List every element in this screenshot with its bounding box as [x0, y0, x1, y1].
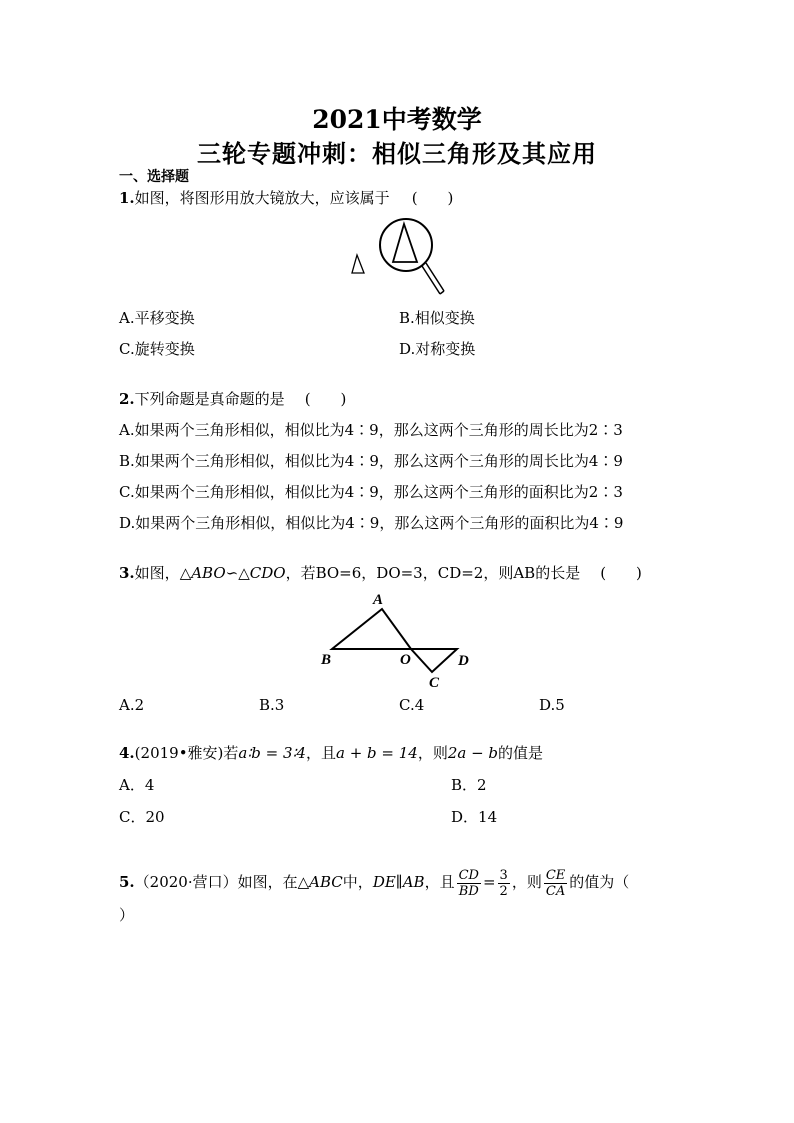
triangle-abo [332, 609, 411, 649]
q3-option-c: C.4 [399, 696, 425, 714]
q4-option-a: A．4 [119, 776, 155, 794]
q1-option-d: D.对称变换 [399, 340, 476, 358]
page-title: 2021中考数学 [312, 105, 482, 134]
fraction-cd-bd [457, 868, 481, 899]
answer-paren: ( ) [411, 189, 454, 207]
question-number: 5. [119, 873, 135, 891]
label-a: A [373, 592, 384, 608]
fraction-numerator: 3 [499, 867, 508, 883]
page-subtitle: 三轮专题冲刺：相似三角形及其应用 [197, 139, 597, 168]
ratio-expression: a∶b = 3∶4 [238, 744, 306, 762]
question-text: ，且 [305, 744, 336, 762]
fraction-denominator: CA [545, 883, 566, 899]
triangle-cdo [411, 649, 457, 672]
question-5 [119, 862, 629, 902]
similar-symbol: ∽ [225, 564, 239, 582]
triangle-cdo: △CDO [238, 564, 286, 582]
question-text: ，则 [417, 744, 448, 762]
label-d: D [458, 653, 469, 669]
q3-option-a: A.2 [119, 696, 145, 714]
fraction-denominator: 2 [499, 883, 508, 899]
label-b: B [321, 652, 332, 668]
answer-paren: ） [119, 906, 135, 924]
question-text: ，且 [424, 873, 455, 891]
question-number: 1. [119, 189, 135, 207]
triangle-abc: △ABC [297, 873, 343, 891]
q4-option-b: B．2 [451, 776, 487, 794]
fraction-numerator: CD [458, 867, 479, 883]
triangle-figure [318, 588, 478, 693]
q3-option-b: B.3 [259, 696, 285, 714]
question-text: 的值是 [498, 744, 544, 762]
fraction-ce-ca [544, 868, 567, 899]
answer-paren: ( ) [600, 564, 642, 582]
question-text: 中， [342, 873, 373, 891]
target-expression: 2a − b [447, 744, 499, 762]
equals-sign: = [482, 873, 496, 891]
magnifier-handle-end [440, 291, 444, 294]
parallel-condition: DE∥AB [372, 873, 425, 891]
fraction-numerator: CE [545, 867, 566, 883]
magnifier-figure [345, 210, 455, 305]
q1-option-b: B.相似变换 [399, 309, 475, 327]
q4-option-d: D．14 [451, 808, 498, 826]
q2-option-a: A.如果两个三角形相似，相似比为4∶9，那么这两个三角形的周长比为2∶3 [119, 421, 623, 439]
question-number: 3. [119, 564, 135, 582]
label-c: C [429, 675, 440, 691]
question-text: 若 [223, 744, 239, 762]
question-number: 4. [119, 744, 135, 762]
fraction-denominator: BD [458, 883, 479, 899]
question-1 [119, 187, 453, 208]
question-2 [119, 388, 346, 409]
label-o: O [400, 652, 411, 668]
magnified-triangle [393, 224, 417, 262]
question-text: 的值为（ [569, 873, 630, 891]
q2-option-d: D.如果两个三角形相似，相似比为4∶9，那么这两个三角形的面积比为4∶9 [119, 514, 624, 532]
magnifier-lens [380, 219, 432, 271]
section-heading: 一、选择题 [119, 169, 189, 185]
question-text: 如图，将图形用放大镜放大，应该属于 [134, 189, 390, 207]
q1-option-c: C.旋转变换 [119, 340, 195, 358]
answer-paren: ( ) [304, 390, 347, 408]
question-text: 如图， [134, 564, 180, 582]
question-4 [119, 742, 543, 763]
small-triangle [352, 255, 364, 273]
question-number: 2. [119, 390, 135, 408]
q4-option-c: C．20 [119, 808, 165, 826]
question-3 [119, 562, 642, 583]
fraction-3-2 [498, 868, 510, 899]
question-text: ，则 [511, 873, 542, 891]
q1-option-a: A.平移变换 [119, 309, 195, 327]
question-text: 如图，在 [237, 873, 298, 891]
question-text: 下列命题是真命题的是 [134, 390, 285, 408]
sum-expression: a + b = 14 [335, 744, 418, 762]
question-source: (2019•雅安) [134, 744, 224, 762]
q2-option-c: C.如果两个三角形相似，相似比为4∶9，那么这两个三角形的面积比为2∶3 [119, 483, 623, 501]
q2-option-b: B.如果两个三角形相似，相似比为4∶9，那么这两个三角形的周长比为4∶9 [119, 452, 623, 470]
q3-option-d: D.5 [539, 696, 565, 714]
triangle-abo: △ABO [179, 564, 226, 582]
question-condition: ，若BO=6，DO=3，CD=2，则AB的长是 [285, 564, 581, 582]
question-source: （2020·营口） [134, 873, 238, 891]
